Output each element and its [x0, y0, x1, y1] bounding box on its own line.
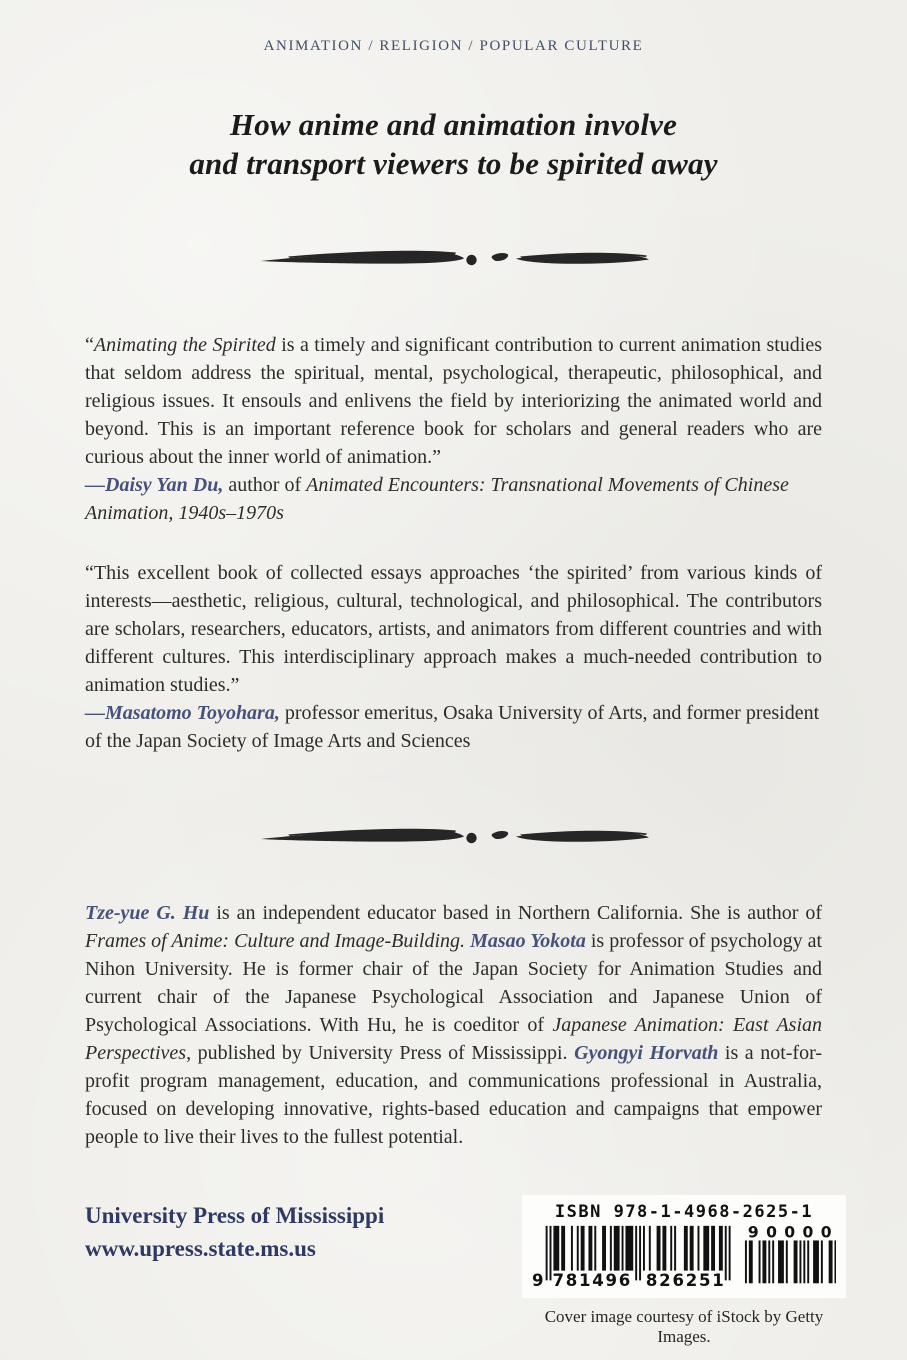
publisher-name: University Press of Mississippi: [85, 1203, 385, 1228]
svg-text:90000: 90000: [747, 1225, 832, 1242]
ink-brush-divider-icon: [85, 241, 822, 273]
svg-text:9: 9: [532, 1271, 544, 1289]
quote-2-text: “This excellent book of collected essays approaches ‘the spirited’ from various kinds of interests—aesthetic, religious, cultural, technological, and philosophical. The contributors are scholars, researchers, educators, artists, and animators from different countries and with different cultures. This interdisciplinary approach makes a much-needed contribution to animation studies.”: [85, 562, 822, 696]
svg-text:781496: 781496: [552, 1271, 631, 1289]
cover-credit: Cover image courtesy of iStock by Getty Images.: [544, 1307, 824, 1346]
category-line: ANIMATION / RELIGION / POPULAR CULTURE: [263, 38, 644, 54]
barcode-bars: [532, 1225, 836, 1289]
ean13-barcode-icon: [532, 1225, 733, 1289]
author-bio: Tze-yue G. Hu is an independent educator based in Northern California. She is author of Frames of Anime: Culture and Image-Building. Masao Yokota is professor of psychology at Nihon University. He is former chair of the Japan Society for Animation Studies and current chair of the Japanese Psychological Association and Japanese Union of Psychological Associations. With Hu, he is coeditor of Japanese Animation: East Asian Perspectives, published by University Press of Mississippi. Gyongyi Horvath is a not-for-profit program management, education, and communications professional in Australia, focused on developing innovative, rights-based education and campaigns that empower people to live their lives to the fullest potential.: [85, 902, 823, 1148]
quote-2-attribution: —Masatomo Toyohara, professor emeritus, Osaka University of Arts, and former president of the Japan Society of Image Arts and Sciences: [85, 702, 820, 752]
headline-line-2: and transport viewers to be spirited away: [189, 146, 718, 181]
quote-1-attribution: —Daisy Yan Du, author of Animated Encounters: Transnational Movements of Chinese Animation, 1940s–1970s: [85, 474, 789, 524]
review-quote-2: [85, 559, 822, 755]
isbn-label: ISBN 978-1-4968-2625-1: [554, 1202, 814, 1222]
headline-line-1: How anime and animation involve: [229, 107, 678, 142]
review-quote-1: [85, 331, 822, 527]
isbn-barcode: [522, 1195, 846, 1298]
publisher-website: www.upress.state.ms.us: [85, 1236, 316, 1261]
quote-1-text: “Animating the Spirited is a timely and significant contribution to current animation studies that seldom address the spiritual, mental, psychological, therapeutic, philosophical, and religious issues. It ensouls and enlivens the field by interiorizing the animated world and beyond. This is an important reference book for scholars and general readers who are curious about the inner world of animation.”: [85, 334, 823, 468]
publisher-block: [85, 1195, 384, 1265]
svg-text:826251: 826251: [645, 1271, 724, 1289]
bottom-row: [85, 1195, 832, 1347]
ink-brush-divider-icon: [85, 819, 822, 851]
barcode-column: [522, 1195, 846, 1347]
ean5-addon-barcode-icon: [743, 1225, 836, 1289]
headline: [85, 105, 822, 183]
